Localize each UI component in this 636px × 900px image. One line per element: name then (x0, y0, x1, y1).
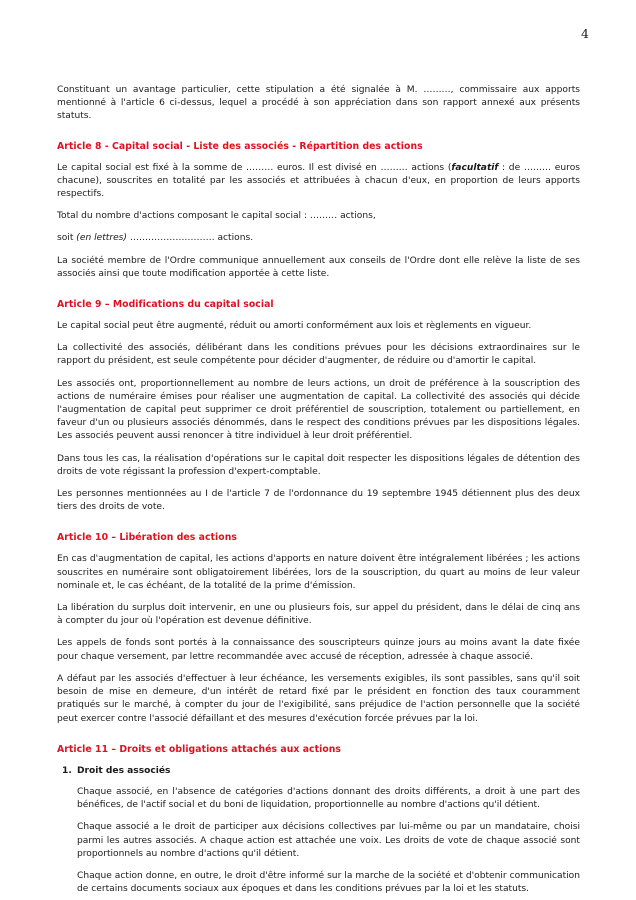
document-body (57, 84, 580, 896)
article-10-paragraph-1: En cas d'augmentation de capital, les actions d'apports en nature doivent être intégralement libérées ; les actions souscrites en numéraire sont obligatoirement libérées, lors de la souscription, du quart au moins de leur valeur nominale et, le cas échéant, de la totalité de la prime d'émission. (57, 554, 580, 591)
article-9-paragraph-5: Les personnes mentionnées au I de l'article 7 de l'ordonnance du 19 septembre 1945 détiennent plus des deux tiers des droits de vote. (57, 489, 580, 513)
article-10-paragraph-2: La libération du surplus doit intervenir, en une ou plusieurs fois, sur appel du président, dans le délai de cinq ans à compter du jour où l'opération est devenue définitive. (57, 603, 580, 627)
article-10-paragraph-3: Les appels de fonds sont portés à la connaissance des souscripteurs quinze jours au moins avant la date fixée pour chaque versement, par lettre recommandée avec accusé de réception, adressée à chaque associé. (57, 638, 580, 662)
article-8-p1-part-2: : de ……… euros chacune), souscrites en totalité par les associés et attribuées à chacun d'eux, en proportion de leurs apports respectifs. (57, 162, 580, 200)
article-8-paragraph-1 (57, 162, 580, 202)
article-8-paragraph-3 (57, 232, 580, 245)
article-8-p3-emphasis: (en lettres) (76, 233, 127, 244)
article-9-paragraph-1: Le capital social peut être augmenté, réduit ou amorti conformément aux lois et règlements en vigueur. (57, 321, 532, 332)
article-8-p1-emphasis: facultatif (451, 162, 499, 173)
article-11-item-1-title (57, 765, 580, 778)
article-8-paragraph-2: Total du nombre d'actions composant le capital social : ……… actions, (57, 211, 376, 222)
article-11-item-1-paragraph-2: Chaque associé a le droit de participer aux décisions collectives par lui-même ou par un mandataire, choisi parmi les autres associés. A chaque action est attachée une voix. Les droits de vote de chaque associé sont proportionnels au nombre d'actions qu'il détient. (77, 822, 580, 859)
intro-paragraph: Constituant un avantage particulier, cette stipulation a été signalée à M. ………, commissaire aux apports mentionné à l'article 6 ci-dessus, lequel a procédé à son appréciation dans son rapport annexé aux présents statuts. (57, 85, 580, 122)
article-10-paragraph-4: A défaut par les associés d'effectuer à leur échéance, les versements exigibles, ils sont passibles, sans qu'il soit besoin de mise en demeure, d'un intérêt de retard fixé par le président en fonction des taux couramment pratiqués sur le marché, à compter du jour de l'exigibilité, sans préjudice de l'action personnelle que la société peut exercer contre l'associé défaillant et des mesures d'exécution forcée prévues par la loi. (57, 673, 580, 724)
article-11-item-1-label: Droit des associés (77, 765, 171, 776)
article-8-p3-part-2: ………………………. actions. (126, 233, 254, 244)
article-10-heading: Article 10 – Libération des actions (57, 532, 237, 544)
article-8-p3-part-1: soit (57, 233, 77, 244)
article-9-paragraph-2: La collectivité des associés, délibérant dans les conditions prévues pour les décisions extraordinaires sur le rapport du président, est seule compétente pour décider d'augmenter, de réduire ou d'amortir le capital. (57, 343, 580, 367)
article-9-paragraph-4: Dans tous les cas, la réalisation d'opérations sur le capital doit respecter les dispositions légales de détention des droits de vote régissant la profession d'expert-comptable. (57, 453, 580, 477)
article-11-item-1-paragraph-1: Chaque associé, en l'absence de catégories d'actions donnant des droits différents, a droit à une part des bénéfices, de l'actif social et du boni de liquidation, proportionnelle au nombre d'actions qu'il détient. (77, 786, 580, 811)
article-11-heading: Article 11 – Droits et obligations attachés aux actions (57, 743, 342, 755)
article-8-heading: Article 8 - Capital social - Liste des associés - Répartition des actions (57, 140, 423, 152)
article-8-paragraph-4: La société membre de l'Ordre communique annuellement aux conseils de l'Ordre dont elle relève la liste de ses associés ainsi que toute modification apportée à cette liste. (57, 255, 580, 279)
article-11-list (57, 765, 580, 897)
article-9-paragraph-3: Les associés ont, proportionnellement au nombre de leurs actions, un droit de préférence à la souscription des actions de numéraire émises pour réaliser une augmentation de capital. La collectivité des associés qui décide l'augmentation de capital peut supprimer ce droit préférentiel de souscription, totalement ou partiellement, en faveur d'un ou plusieurs associés dénommés, dans le respect des conditions prévues par les dispositions légales. Les associés peuvent aussi renoncer à titre individuel à leur droit préférentiel. (57, 378, 580, 442)
article-8-p1-part-1: Le capital social est fixé à la somme de ……… euros. Il est divisé en ……… actions ( (57, 162, 452, 173)
article-9-heading: Article 9 – Modifications du capital social (57, 299, 274, 311)
page-number: 4 (581, 26, 589, 41)
article-11-item-1-paragraph-3: Chaque action donne, en outre, le droit d'être informé sur la marche de la société et d'obtenir communication de certains documents sociaux aux époques et dans les conditions prévues par la loi et les statuts. (77, 870, 580, 895)
article-11-item-1-number: 1. (62, 765, 72, 776)
